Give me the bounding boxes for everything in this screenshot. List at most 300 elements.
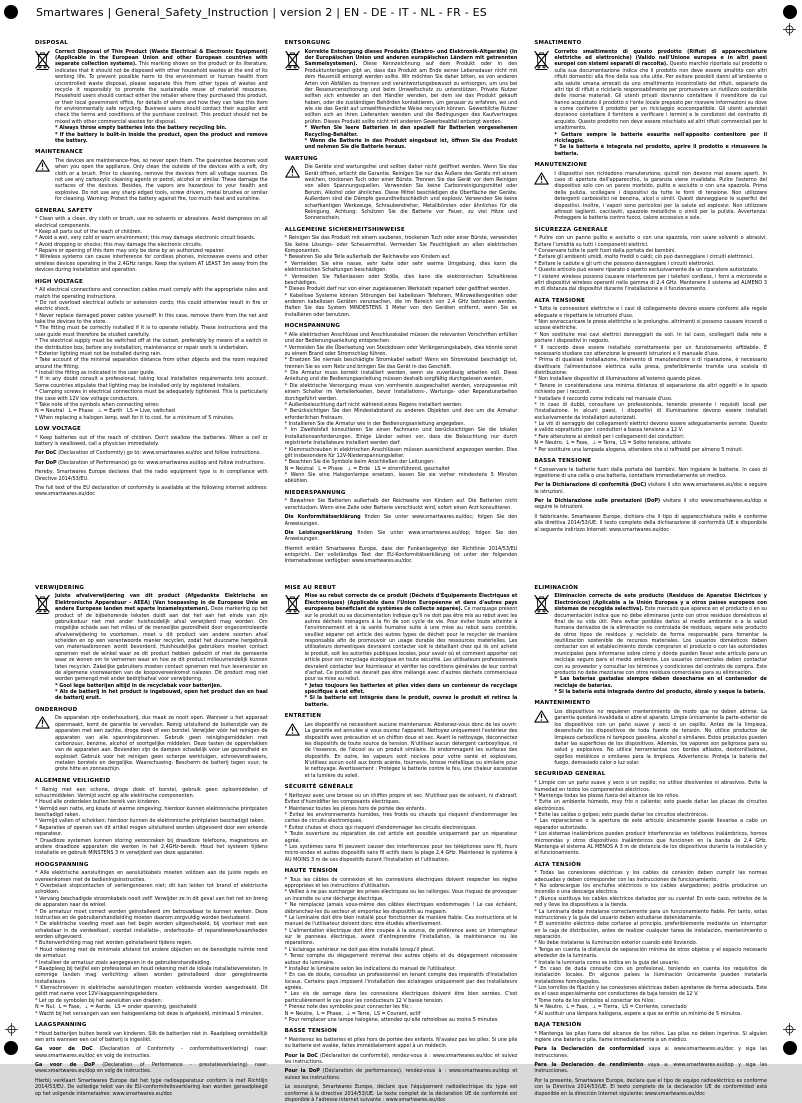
section-heading: ALGEMENE VEILIGHEID — [35, 777, 111, 784]
warning-triangle-icon — [534, 171, 550, 187]
section-row — [285, 498, 518, 511]
conformity-note-text: Hiermit erklärt Smartwares Europe, dass der Funkanlagentyp der Richtlinie 2014/53/EU entspricht. Der vollständige Text der EU-Konformitätserklärung ist unter der folgenden Internetadresse verfügbar: www.smartwares.eu/doc — [284, 545, 518, 565]
lang-block-es — [534, 585, 767, 1097]
bullet-item: N = Neutro, L = Fase, ⊥ = Terra, LS = Sotto tensione, attivato — [534, 440, 691, 447]
section-text — [35, 787, 268, 857]
section-heading: BASSA TENSIONE — [534, 457, 592, 464]
bullet-item: * Keep all parts out of the reach of children. — [35, 228, 143, 235]
section-row — [534, 1031, 767, 1044]
section-row — [534, 467, 767, 480]
section-paragraph: This marking shown on the product or its literature, indicates that it should not be disposed with other household wastes at the end of its working life. To prevent possible harm to the environment or human health from uncontrolled waste disposal, please separate this from other types of wastes and recycle it responsibly to promote the sustainable reuse of material resources. Household users should contact either the retailer where they purchased this product, or their local government office, for details of where and how they can take this item for environmentally safe recycling. Business users should contact their supplier and check the terms and conditions of the purchase contract. This product should not be mixed with other commercial wastes for disposal. — [55, 61, 268, 125]
bullet-item: * El suministro eléctrico debe cortarse al principio, preferiblemente mediante un interruptor en la caja de distribución, antes de realizar cualquier tarea de instalación, mantenimiento o reparación. — [534, 921, 767, 941]
section-heading: MISE AU REBUT — [284, 584, 336, 591]
weee-bin-icon — [285, 49, 301, 72]
section-row — [534, 171, 767, 222]
section-heading: BASSE TENSION — [284, 1028, 338, 1035]
section-row — [285, 793, 518, 863]
section-heading: MAINTENANCE — [35, 149, 83, 156]
section-paragraph: Diese Kennzeichnung auf dem Produkt oder in den Produktunterlagen gibt an, dass das Produkt am Ende seiner Lebensdauer nicht mit dem Hausmüll entsorgt werden sollte. Wir möchten Sie daher bitten, es von anderen Arten von Abfällen zu trennen und verantwortungsbewusst zu entsorgen, um uns bei der Ressourcenschonung und beim Umweltschutz zu unterstützen. Private Nutzer sollten sich entweder an den Händler wenden, bei dem sie das Produkt gekauft haben, oder die zuständigen Behörden kontaktieren, um genauer zu erfahren, wo und wie sie das Gerät auf umweltfreundliche Weise recyceln können. Gewerbliche Nutzer sollten sich an ihren Lieferanten wenden und die Bedingungen des Kaufvertrages prüfen. Dieses Produkt sollte nicht mit anderem Gewerbeabfall entsorgt werden. — [304, 61, 518, 125]
bullet-item: * Tenere in considerazione una minima distanza di separazione da altri oggetti e lo spazio richiesto per i raccordi. — [534, 382, 767, 396]
warning-triangle-icon — [285, 722, 301, 738]
section-heading: ALLGEMEINE SICHERHEITSHINWEISE — [284, 226, 405, 233]
bullet-item: * De armatuur moet correct worden geïnstalleerd om betrouwbaar te kunnen werken. Deze instructies en de gebruikershandleiding moeten daarom zorgvuldig worden bestudeerd. — [35, 908, 268, 921]
section-row — [285, 164, 518, 221]
lang-block-fr — [285, 585, 518, 1103]
conformity-note-lead: For DoP — [35, 459, 57, 466]
section-row — [285, 332, 518, 485]
section-paragraph: Los dispositivos no requieren mantenimiento de modo que no deben abrirse. La garantía quedará invalidada si abre el aparato. Limpie únicamente la parte exterior de los dispositivos con un paño suave y seco o un cepillo. Antes de la limpieza, desenchufe los dispositivos de toda fuente de tensión. No utilice productos de limpieza carboxílicos ni tampoco gasolina, alcohol o similares. Estos productos pueden dañar las superficies de los dispositivos. Además, los vapores son peligrosos para su salud y explosivos. No utilice herramientas con bordes afilados, destornilladores, cepillos metálicos o similares para la limpieza. Advertencia: Proteja la batería del fuego, demasiado calor o luz solar. — [554, 709, 767, 767]
bullet-item: * Raadpleeg bij twijfel een professional en houd rekening met de lokale installatievereisten. In sommige landen mag verlichting alleen worden geïnstalleerd door geregistreerde installateurs. — [35, 965, 268, 985]
lang-block-it — [534, 40, 767, 533]
section-row — [35, 593, 268, 701]
section-text — [534, 467, 767, 480]
lang-block-nl — [35, 585, 268, 1097]
section-text — [534, 780, 767, 857]
bullet-item: * La luminaria debe instalarse correctamente para un funcionamiento fiable. Por tanto, estas instrucciones y la guía del usuario deben estudiarse detenidamente. — [534, 908, 767, 921]
section-heading: HOOGSPANNING — [35, 861, 89, 868]
section-row — [534, 49, 767, 157]
section-heading: BAJA TENSIÓN — [534, 1021, 582, 1028]
conformity-note — [534, 498, 767, 511]
conformity-note — [534, 482, 767, 495]
section-text — [285, 235, 518, 318]
bullet-item: * If in any doubt consult a professional, taking local installation requirements into account. Some countries stipulate that lighting may be installed only by registered installers. — [35, 376, 268, 389]
bullet-item: * The fitting must be correctly installed if it is to operate reliably. These instructions and the user guide must therefore be studied carefully. — [35, 325, 268, 338]
section-text — [534, 306, 767, 453]
section-heading: SICUREZZA GENERALE — [534, 226, 608, 233]
section-heading: LAAGSPANNING — [35, 1021, 87, 1028]
bullet-item: * Nettoyez avec une brosse ou un chiffon propre et sec. N'utilisez pas de solvant, ni d'abrasif. Évitez d'humidifier les composants électriques. — [284, 792, 518, 806]
bullet-item: * Non installare dispositivi di illuminazione all'esterno quando piove. — [534, 376, 702, 383]
conformity-note-lead: Pour la DoP — [284, 1068, 320, 1075]
section-paragraph: Deze markering op het product of de bijbehorende teksten duidt aan dat het aan het einde van zijn gebruiksduur niet met ander huishoudelijk afval verwijderd mag worden. Om mogelijke schade aan het milieu of de menselijke gezondheid door ongecontroleerde afvalverwijdering te voorkomen, moet u dit product van andere soorten afval scheiden en op een verantwoorde manier recyclen, zodat het duurzame hergebruik van materiaalbronnen wordt bevorderd. Huishoudelijke gebruikers moeten contact opnemen met de winkel waar ze dit product hebben gekocht of met de gemeente waar ze wonen om te vernemen waar en hoe ze dit product milieuvriendelijk kunnen laten recyclen. Zakelijke gebruikers moeten contact opnemen met hun leverancier en de algemene voorwaarden van de koopovereenkomst nalezen. Dit product mag niet worden gemengd met ander bedrijfsafval voor verwijdering. — [55, 606, 268, 683]
bullet-item: * Always throw empty batteries into the battery recycling bin. — [55, 125, 227, 132]
bullet-item: * When replacing a halogen lamp, wait for it to cool, for a minimum of 5 minutes. — [35, 414, 235, 421]
bullet-item: * Bewahren Sie alle Teile außerhalb der Reichweite von Kindern auf. — [284, 254, 451, 261]
conformity-note — [285, 514, 518, 527]
conformity-note — [35, 485, 268, 498]
bullet-item: * Alle elektrischen Anschlüsse und Anschlusskabel müssen die relevanten Vorschriften erfüllen und der Bedienungsanleitung entsprechen. — [284, 331, 518, 345]
bullet-item: * Maintenez toutes les pièces hors de portée des enfants. — [284, 805, 426, 812]
warning-triangle-icon — [35, 158, 51, 174]
conformity-note-text: visitare il sito www.smartwares.eu/dop e seguire le istruzioni. — [534, 498, 767, 511]
crosshair-registration-mark-top-right — [783, 23, 796, 36]
sheet-title: Smartwares | General_Safety_Instruction | version 2 | EN - DE - IT - NL - FR - ES — [36, 6, 487, 19]
bullet-item: * Evite un ambiente húmedo, muy frío o caliente; esto puede dañar las placas de circuitos electrónicos. — [534, 799, 767, 812]
bullet-item: * In caso di dubbi, consultare un professionista, tenendo presente i requisiti locali per l'installazione. In alcuni paesi, i dispositivi di illuminazione devono essere installati esclusivamente da installatori autorizzati. — [534, 401, 767, 421]
conformity-note-text: finden Sie unter www.smartwares.eu/dop; folgen Sie den Anweisungen. — [284, 529, 518, 543]
bullet-item: * Tous les câbles de connexion et les connexions électriques doivent respecter les règles appropriées et les instructions d'utilisation. — [284, 876, 518, 890]
bullet-item: * Limpie con un paño suave y seco o un cepillo; no utilice disolventes ni abrasivos. Evite la humedad en todos los componentes eléctricos. — [534, 780, 767, 793]
bullet-item: * Die elektrische Versorgung muss von vornherein ausgeschaltet werden, vorzugsweise mit einem Schalter im Verteilerkasten, bevor Installations-, Wartungs- oder Reparaturarbeiten durchgeführt werden. — [284, 382, 518, 402]
section-text — [55, 715, 268, 772]
crosshair-registration-mark-bottom-left — [5, 1023, 18, 1036]
bullet-item: * Klemmschrauben in elektrischen Anschlüssen müssen ausreichend angezogen werden. Dies gilt insbesondere für 12V-Niederspannungsleiter. — [284, 446, 518, 459]
section-text — [554, 171, 767, 222]
section-paragraph: Este marcado que aparece en el producto o en su documentación indica que no debe eliminarse junto con otros residuos domésticos al final de su vida útil. Para evitar posibles daños al medio ambiente o a la salud humana derivados de la eliminación no controlada de residuos, separe este producto de otros tipos de residuos y recíclelo de forma responsable para fomentar la reutilización sostenible de recursos materiales. Los usuarios domésticos deben contactar con el establecimiento donde compraron el producto o con las autoridades municipales para informarse sobre cómo y dónde pueden llevar este artículo para un reciclaje seguro para el medio ambiente. Los usuarios comerciales deben contactar con su proveedor y consultar los términos y condiciones del contrato de compra. Este producto no debe mezclarse con otros residuos comerciales para su eliminación. — [554, 606, 767, 676]
bullet-item: * Avoid dropping or shocks; this may damage the electronic circuits. — [35, 241, 203, 248]
bullet-item: * If the battery is built-in inside the product, open the product and remove the battery. — [55, 131, 268, 144]
conformity-note-text: Hierbij verklaart Smartwares Europe dat het type radioapparatuur conform is met Richtlijn 2014/53/EU. De volledige tekst van de EU-conformiteitsverklaring kan worden geraadpleegd op het volgende internetadres: www.smartwares.eu/doc — [35, 1077, 268, 1097]
bullet-item: N = Neutral L = Phase ⊥ = Erde LS = stromführend, geschaltet — [284, 465, 450, 472]
section-lead: Correct Disposal of This Product (Waste Electrical & Electronic Equipment) (Applicable in the European Union and other European countries with separate collection systems). — [55, 48, 268, 68]
bullet-item: * Let op de symbolen bij het aansluiten van draden: — [35, 997, 163, 1004]
section-heading: NIEDERSPANNUNG — [284, 489, 346, 496]
conformity-note — [35, 469, 268, 482]
bullet-item: * Al sustituir una lámpara halógena, espere a que se enfríe un mínimo de 5 minutos. — [534, 1010, 742, 1017]
bullet-item: * I sistemi wireless possono causare interferenze per i telefoni cordless, i forni a microonde e altri dispositivi wireless operanti nella gamma di 2,4 GHz. Mantenere il sistema ad ALMENO 3 m di distanza dai dispositivi durante l'installazione e il funzionamento. — [534, 273, 767, 293]
warning-triangle-icon — [534, 709, 550, 725]
bullet-item: * Si la batería está integrada dentro del producto, ábralo y saque la batería. — [554, 689, 766, 696]
conformity-note-text: Por la presente, Smartwares Europe, declara que el tipo de equipo radioeléctrico es conforme con la Directiva 2014/53/UE. El texto completo de la declaración UE de conformidad está disponible en la dirección Internet siguiente: www.smartwares.eu/doc — [534, 1077, 767, 1097]
bullet-item: * Mantenga todas las piezas fuera del alcance de los niños. — [534, 792, 680, 799]
section-row — [35, 870, 268, 1017]
bullet-item: * Vermeiden Sie Fallenlassen oder Stöße, dies kann die elektronischen Schaltkreise beschädigen. — [284, 273, 518, 286]
bullet-item: * Il raccordo deve essere installato correttamente per un funzionamento affidabile. È necessario studiare con attenzione le presenti istruzioni e il manuale d'uso. — [534, 344, 767, 357]
section-text — [55, 49, 268, 145]
section-text — [554, 49, 767, 157]
bullet-item: * Mantenga las pilas fuera del alcance de los niños. Las pilas no deben ingerirse. Si alguien ingiere una batería o pila, llame inmediatamente a un médico. — [534, 1030, 767, 1043]
section-text — [554, 593, 767, 695]
bullet-item: * Werfen Sie leere Batterien in den speziell für Batterien vorgesehenen Recycling-Behälter. — [304, 125, 518, 138]
bullet-item: * Questo articolo può essere riparato o aperto esclusivamente da un riparatore autorizzato. — [534, 267, 759, 274]
bullet-item: * Prima di qualsiasi installazione, intervento di manutenzione o di riparazione, è necessario disattivare l'alimentazione elettrica sulla presa, preferibilmente tramite una scatola di distribuzione. — [534, 357, 767, 377]
conformity-note — [35, 1046, 268, 1059]
section-text — [285, 877, 518, 1024]
bullet-item: * Vermeiden Sie eine nasse, sehr kalte oder sehr warme Umgebung, dies kann die elektronischen Schaltungen beschädigen. — [284, 260, 518, 274]
section-row — [534, 780, 767, 857]
conformity-note — [285, 546, 518, 565]
conformity-note-text: visitare il sito www.smartwares.eu/doc e seguire le istruzioni. — [534, 482, 767, 495]
bullet-item: * Les vis de serrage dans les connexions électriques doivent être bien serrées. C'est particulièrement le cas pour les conducteurs 12 V basse tension. — [284, 991, 518, 1004]
conformity-note-lead: Per la Dichiarazione sulle prestazioni (DoP) — [534, 498, 661, 505]
bullet-item: * Se la batteria è integrata nel prodotto, aprire il prodotto e rimuovere la batteria. — [554, 144, 767, 157]
bullet-item: N = Nul, L = Fase, ⊥ = Aarde, LS = onder spanning, geschakeld — [35, 1004, 197, 1011]
section-text — [285, 332, 518, 485]
section-text — [35, 287, 268, 421]
section-text — [305, 49, 518, 151]
section-text — [305, 164, 518, 221]
section-heading: ALTA TENSIÓN — [534, 861, 582, 868]
bullet-item: * Installeer de armatuur zoals aangegeven in de gebruikershandleiding. — [35, 959, 212, 966]
section-heading: SMALTIMENTO — [534, 40, 582, 46]
bullet-item: * Fare attenzione ai simboli per i collegamenti dei conduttori: — [534, 433, 685, 440]
conformity-note-text: (Declaration of Conformity) go to: www.smartwares.eu/doc and follow instructions. — [56, 450, 261, 457]
section-heading: DISPOSAL — [35, 40, 69, 46]
conformity-note-text: (Declaration of Conformity - conformiteitsverklaring) naar: www.smartwares.eu/doc en volg de instructies. — [35, 1046, 268, 1059]
section-lead: Juiste afvalverwijdering van dit product (Afgedankte Elektrische en Elektronische Apparatuur - AEEA) (Van toepassing in de Europese Unie en andere Europese landen met aparte inzamelsystemen). — [55, 593, 268, 613]
conformity-note — [534, 1046, 767, 1059]
bullet-item: * Gooi lege batterijen altijd in de recyclebak voor batterijen. — [55, 682, 222, 689]
bullet-item: * Los tornillos de fijación y las conexiones eléctricas deben apretarse de forma adecuada. Este es el caso especialmente con conductores de baja tensión de 12 V. — [534, 985, 767, 998]
warning-triangle-icon — [285, 164, 301, 180]
section-lead: Eliminación correcta de este producto (Residuos de Aparatos Eléctricos y Electrónicos) (Aplicable a la Unión Europea y a otros países europeos con sistemas de recogida selectiva). — [554, 593, 767, 613]
section-heading: HIGH VOLTAGE — [35, 278, 83, 285]
weee-bin-icon — [534, 593, 550, 616]
section-row — [285, 722, 518, 779]
section-heading: HAUTE TENSION — [284, 868, 338, 874]
bullet-item: * ¡Nunca sustituya los cables eléctricos dañados por su cuenta! En este caso, retírelos de la red y lleve los dispositivos a la tienda. — [534, 895, 767, 909]
bullet-item: * Wenn die Batterie in das Produkt eingebaut ist, öffnen Sie das Produkt und nehmen Sie die Batterie heraus. — [304, 137, 518, 151]
section-text — [35, 870, 268, 1017]
conformity-note-lead: Die Konformitätserklärung — [284, 514, 361, 521]
section-row — [35, 435, 268, 448]
bullet-item: N = Neutro, L = Fase, ⊥ = Tierra, LS = Corriente, conectado — [534, 1004, 687, 1011]
bullet-item: * Reinigen Sie das Produkt mit einem sauberen, trockenen Tuch oder einer Bürste, verwenden Sie keine Lösungs- oder Scheuermittel. Vermeiden Sie Feuchtigkeit an allen elektrischen Komponenten. — [284, 235, 518, 255]
bullet-item: * Las reparaciones o la apertura de este artículo únicamente puede llevarlas a cabo un reparador autorizado. — [534, 818, 767, 831]
conformity-note-text: vaya a: www.smartwares.eu/dop y siga las instrucciones. — [534, 1062, 767, 1075]
section-heading: ALTA TENSIONE — [534, 297, 586, 304]
section-text — [55, 158, 268, 203]
registration-dot-top-right — [783, 5, 797, 19]
section-paragraph: Les dispositifs ne nécessitent aucune maintenance. Abstenez-vous donc de les ouvrir. La garantie est annulée si vous ouvrez l'appareil. Nettoyez uniquement l'extérieur des dispositifs avec précaution et un chiffon doux et sec. Avant le nettoyage, déconnectez les dispositifs de toute source de tension. N'utilisez aucun détergent carboxylique, ni de l'essence, de l'alcool ou un produit similaire. Ils endommagent les surfaces des dispositifs. En outre, les vapeurs sont nocives pour votre santé et explosives. N'utilisez aucun outil aux bords acérés, tournevis, brosse métallique ou similaire pour le nettoyage. Avertissement : Protégez la batterie contre le feu, une chaleur excessive et la lumière du soleil. — [304, 721, 518, 779]
conformity-note-text: (Déclaration de conformité), rendez-vous à : www.smartwares.eu/doc et suivez les instructions. — [284, 1052, 518, 1066]
lang-block-de — [285, 40, 518, 565]
bullet-item: * Vermijd vallen of schokken; hierdoor kunnen de elektronische printplaten beschadigd raken. — [35, 818, 265, 825]
crosshair-registration-mark-bottom-right — [783, 1023, 796, 1036]
bullet-item: * Als de batterij in het product is ingebouwd, open het product dan en haal de batterij eruit. — [55, 689, 268, 702]
section-heading: ENTSORGUNG — [284, 40, 331, 46]
bullet-item: * Clean with a clean, dry cloth or brush, use no solvents or abrasives. Avoid dampness on all electrical components. — [35, 216, 268, 229]
section-text — [534, 235, 767, 292]
section-row — [35, 715, 268, 772]
bullet-item: * The electrical supply must be switched off at the outset, preferably by means of a switch in the distribution box, before any installation, maintenance or repair work is undertaken. — [35, 338, 268, 351]
section-heading: ENTRETIEN — [284, 713, 322, 720]
conformity-note — [534, 1078, 767, 1097]
section-row — [35, 287, 268, 421]
section-text — [35, 435, 268, 448]
section-row — [534, 709, 767, 766]
bullet-item: * Alle elektrische aansluitingen en aansluitkabels moeten voldoen aan de juiste regels en overeenkomen met de bedieningsinstructies. — [35, 870, 268, 883]
bullet-item: * Installez le luminaire selon les indications du manuel de l'utilisateur. — [284, 965, 456, 972]
conformity-note-text: finden Sie unter www.smartwares.eu/doc; folgen Sie den Anweisungen. — [284, 514, 518, 527]
bullet-item: * Clamping screws in electrical connections must be adequately tightened. This is particularly the case with 12V low voltage conductors. — [35, 389, 268, 402]
section-text — [305, 593, 518, 708]
weee-bin-icon — [35, 49, 51, 72]
section-row — [285, 1037, 518, 1050]
bullet-item: * Évitez les environnements humides, très froids ou chauds qui risquent d'endommager les cartes de circuits électroniques. — [284, 812, 518, 825]
section-row — [534, 870, 767, 1017]
bullet-item: * Pulire con un panno pulito e asciutto o con una spazzola, non usare solventi o abrasivi. Evitare l'umidità su tutti i componenti elettrici. — [534, 235, 767, 248]
conformity-note-text: Le soussigné, Smartwares Europe, déclare que l'équipement radioélectrique du type est conforme à la directive 2014/53/UE. Le texte complet de la déclaration UE de conformité est disponible à l'adresse internet suivante : www.smartwares.eu/doc — [284, 1084, 518, 1103]
bullet-item: * Berücksichtigen Sie den Mindestabstand zu anderen Objekten und den um die Armatur erforderlichen Freiraum. — [284, 408, 518, 421]
section-paragraph: I dispositivi non richiedono manutenzione, quindi non devono mai essere aperti. In caso di apertura dell'apparecchio, la garanzia viene invalidata. Pulire l'esterno del dispositivo solo con un panno morbido, pulito e asciutto o con una spazzola. Prima della pulizia, scollegare i dispositivi da tutte le fonti di tensione. Non utilizzare detergenti carbossilici né benzina, alcol o simili. Questi danneggiano le superfici dei dispositivi. Inoltre, i vapori sono pericolosi per la salute ed esplosivi. Non utilizzare attrezzi taglienti, cacciaviti, spazzole metalliche o simili per la pulizia. Avvertenza: Proteggere la batteria contro fuoco, calore eccessivo e sole. — [554, 170, 767, 222]
bullet-item: * Wireless systems can cause interference for cordless phones, microwave ovens and other wireless devices operating in the 2.4GHz range. Keep the system AT LEAST 3m away from the devices during installation and operation. — [35, 254, 268, 274]
section-text — [55, 593, 268, 701]
bullet-item: * Installieren Sie die Armatur wie in der Bedienungsanleitung angegeben. — [284, 421, 466, 428]
bullet-item: * Ne remplacez jamais vous-même des câbles électriques endommagés ! Le cas échéant, débranchez-les du secteur et emportez les dispositifs au magasin. — [284, 902, 518, 915]
section-paragraph: Questo marchio riportato sul prodotto o sulla sua documentazione indica che il prodotto non deve essere smaltito con altri rifiuti domestici alla fine della sua vita utile. Per evitare possibili danni all'ambiente o alla salute umana arrecati da uno smaltimento incontrollato dei rifiuti, separarlo da altri tipi di rifiuti e riciclarlo responsabilmente per promuovere un riutilizzo sostenibile delle risorse materiali. Gli utenti privati dovranno contattare il rivenditore da cui hanno acquistato il prodotto o l'ente locale preposto per ricevere informazioni su dove e come conferire il prodotto per un riciclaggio ecocompatibile. Gli utenti aziendali dovranno contattare il fornitore e verificare i termini e le condizioni del contratto di acquisto. Questo prodotto non deve essere mischiato ad altri rifiuti commerciali per lo smaltimento. — [554, 61, 767, 132]
section-row — [285, 877, 518, 1024]
section-heading: SÉCURITÉ GÉNÉRALE — [284, 784, 354, 791]
bullet-item: * Installare il raccordo come indicato nel manuale d'uso. — [534, 395, 673, 402]
bullet-item: * Die Armatur muss korrekt installiert werden, wenn sie zuverlässig arbeiten soll. Diese Anleitung und die Bedienungsanleitung müssen deshalb sorgfältig durchgelesen werden. — [284, 370, 518, 383]
bullet-item: * Buitenverlichting mag niet worden geïnstalleerd tijdens regen. — [35, 940, 193, 947]
bullet-item: * Draadloze systemen kunnen storing veroorzaken bij draadloze telefoons, magnetrons en andere draadloze apparaten die werken in het 2,4GHz-bereik. Houd het systeem tijdens installatie en gebruik MINSTENS 3 m verwijderd van deze apparaten. — [35, 837, 268, 857]
section-text — [554, 709, 767, 766]
bullet-item: * Maintenez les batteries et piles hors de portée des enfants. N'avalez pas les piles. Si une pile ou batterie est avalée, faites immédiatement appel à un médecin. — [284, 1036, 518, 1050]
bullet-item: * Jetez toujours les batteries et piles vides dans un conteneur de recyclage spécifique à cet effet. — [304, 682, 518, 696]
bullet-item: * En cas de doute, consultez un professionnel en tenant compte des impératifs d'installation locaux. Certains pays imposent l'installation des éclairages uniquement par des installateurs agréés. — [284, 972, 518, 992]
bullet-item: * Beachten Sie die Symbole beim Anschließen der Leitungen: — [284, 459, 435, 466]
conformity-note-text: Hereby, Smartwares Europe declares that the radio equipment type is in compliance with Directive 2014/53/EU. — [35, 469, 268, 482]
bullet-item: * Reinig met een schone, droge doek of borstel, gebruik geen oplosmiddelen of schuurmiddelen. Vermijd vocht op alle elektrische componenten. — [35, 786, 268, 799]
bullet-item: * L'éclairage extérieur ne doit pas être installé lorsqu'il pleut. — [284, 946, 435, 953]
section-heading: ONDERHOUD — [35, 706, 78, 713]
bullet-item: * Le luminaire doit être bien installé pour fonctionner de manière fiable. Ces instructions et le manuel de l'utilisateur doivent donc être étudiés attentivement. — [284, 914, 518, 928]
section-row — [534, 235, 767, 292]
bullet-item: N = Neutral L = Phase ⊥ = Earth LS = Live, switched — [35, 408, 175, 415]
conformity-note-text: Il fabbricante, Smartwares Europe, dichiara che il tipo di apparecchiatura radio è conforme alla direttiva 2014/53/UE. Il testo completo della dichiarazione di conformità UE è disponibile al seguente indirizzo Internet: www.smartwares.eu/doc — [534, 513, 767, 533]
section-lead: Mise au rebut correcte de ce produit (Déchets d'Équipements Électriques et Électroniques) (Applicable dans l'Union Européenne et dans d'autres pays européens bénéficiant de systèmes de collecte séparée). — [304, 593, 518, 613]
weee-bin-icon — [35, 593, 51, 616]
bullet-item: * Conservare tutte le parti fuori dalla portata dei bambini. — [534, 248, 677, 255]
content-grid — [35, 40, 767, 1103]
section-text — [534, 870, 767, 1017]
section-heading: ELIMINACIÓN — [534, 584, 579, 591]
bullet-item: * Houd batterijen buiten bereik van kinderen. Slik de batterijen niet in. Raadpleeg onmiddellijk een arts wanneer een cel of batterij is ingeslikt. — [35, 1030, 268, 1043]
bullet-item: * Evitare gli ambienti umidi, molto freddi o caldi; ciò può danneggiare i circuiti elettronici. — [534, 254, 754, 261]
bullet-item: * Los sistemas inalámbricos pueden producir interferencias en teléfonos inalámbricos, hornos microondas y otros dispositivos inalámbricos que funcionen en la banda de 2,4 GHz. Mantenga el sistema AL MENOS A 3 m de distancia de los dispositivos durante la instalación y el funcionamiento. — [534, 831, 767, 857]
conformity-note-lead: Ga voor de DoC — [35, 1046, 93, 1053]
section-heading: SEGURIDAD GENERAL — [534, 771, 606, 778]
bullet-item: * Per sostituire una lampada alogena, attendere che si raffreddi per almeno 5 minuti. — [534, 446, 744, 453]
bullet-item: * No debe instalarse la iluminación exterior cuando esté lloviendo. — [534, 940, 698, 947]
conformity-note-lead: Die Leistungserklärung — [284, 529, 353, 536]
warning-triangle-icon — [35, 715, 51, 731]
bullet-item: * Klemschroeven in elektrische aansluitingen moeten voldoende worden aangedraaid. Dit geldt met name voor 12V-laagspanningsgeleiders. — [35, 985, 268, 998]
bullet-item: * Le viti di serraggio dei collegamenti elettrici devono essere adeguatamente serrate. Questo è valido soprattutto per i conduttori a bassa tensione a 12 V. — [534, 421, 767, 434]
conformity-note — [285, 1084, 518, 1103]
conformity-note — [35, 460, 268, 466]
bullet-item: * En caso de duda consulte con un profesional, teniendo en cuenta los requisitos de instalación locales. En algunos países la iluminación únicamente pueden instalarla instaladores homologados. — [534, 965, 767, 985]
section-text — [534, 1031, 767, 1044]
section-row — [534, 306, 767, 453]
bullet-item: * Houd alle onderdelen buiten bereik van kinderen. — [35, 799, 161, 806]
bullet-item: * Houd rekening met de minimale afstand tot andere objecten en de benodigde ruimte rond de armatuur. — [35, 946, 268, 960]
section-row — [35, 49, 268, 145]
bullet-item: * Exterior lighting must not be installed during rain. — [35, 350, 162, 357]
weee-bin-icon — [534, 49, 550, 72]
bullet-item: * Conservare le batterie fuori dalla portata dei bambini. Non ingoiare le batterie. In caso di ingestione di una cella o una batteria, contattare immediatamente un medico. — [534, 466, 767, 479]
section-heading: MANUTENZIONE — [534, 162, 588, 169]
conformity-note-text: The full text of the EU declaration of conformity is available at the following internet address: www.smartwares.eu/doc — [35, 484, 268, 498]
bullet-item: * Repairs or opening of this item may only be done by an authorized repairer. — [35, 248, 225, 255]
conformity-note-lead: Para la Declaración de rendimiento — [534, 1062, 644, 1069]
bullet-item: * Les systèmes sans fil peuvent causer des interférences pour les téléphones sans fil, fours micro-ondes et autres dispositifs sans fil actifs dans la plage 2,4 GHz. Maintenez le système à AU MOINS 3 m de ces dispositifs durant l'installation et l'utilisation. — [284, 843, 518, 863]
conformity-note — [35, 1078, 268, 1097]
section-heading: VERWIJDERING — [35, 584, 85, 591]
conformity-note-text: (Declaration of Performance) go to: www.smartwares.eu/dop and follow instructions. — [56, 459, 266, 466]
section-row — [35, 1031, 268, 1044]
bullet-item: * Wacht bij het vervangen van een halogeenlamp tot deze is afgekoeld, minimaal 5 minuten. — [35, 1010, 264, 1017]
bullet-item: * Non sostituire mai cavi elettrici danneggiati da soli. In tal caso, scollegarli dalla rete e portare i dispositivi in negozio. — [534, 331, 767, 345]
bullet-item: * Las baterías gastadas siempre deben desecharse en el contenedor de reciclaje de baterías. — [554, 676, 767, 689]
section-text — [285, 498, 518, 511]
bullet-item: * Overbelast stopcontacten of verlengsnoeren niet; dit kan leiden tot brand of elektrische schokken. — [35, 883, 268, 896]
conformity-note — [35, 1062, 268, 1075]
bullet-item: * Never replace damaged power cables yourself! In this case, remove them from the net and take the devices to the store. — [35, 312, 268, 326]
conformity-note-text: (Declaration of Performance - prestatieverklaring) naar: www.smartwares.eu/dop en volg de instructies. — [35, 1062, 268, 1075]
bullet-item: * Wenn Sie eine Halogenlampe ersetzen, lassen Sie sie vorher mindestens 5 Minuten abkühlen. — [284, 472, 518, 485]
section-paragraph: Ce marquage présent sur le produit ou sa documentation indique qu'il ne doit pas être mis au rebut avec les autres déchets ménagers à la fin de son cycle de vie. Pour éviter toute atteinte à l'environnement et à la santé humaine suite à une mise au rebut sans contrôle, veuillez séparer cet article des autres types de déchet pour le recycler de manière responsable afin de promouvoir un usage durable des ressources matérielles. Les utilisateurs domestiques devraient contacter soit le détaillant chez qui ils ont acheté le produit, soit les autorités publiques locales, pour savoir où et comment apporter cet article pour son recyclage écologique en toute sécurité. Les utilisateurs professionnels devraient contacter leur fournisseur et vérifier les conditions générales de leur contrat d'achat. Ce produit ne devrait pas être mélangé avec d'autres déchets commerciaux pour sa mise au rebut. — [304, 606, 518, 683]
bullet-item: * Bewahren Sie Batterien außerhalb der Reichweite von Kindern auf. Die Batterien nicht verschlucken. Wenn eine Zelle oder Batterie verschluckt wird, sofort einen Arzt konsultieren. — [284, 498, 518, 511]
section-heading: LOW VOLTAGE — [35, 426, 81, 433]
section-text — [35, 216, 268, 273]
section-row — [35, 216, 268, 273]
bullet-item: * Tutte le connessioni elettriche e i cavi di collegamento devono essere conformi alle regole adeguate e rispettare le istruzioni d'uso. — [534, 306, 767, 319]
section-paragraph: Die Geräte sind wartungsfrei und sollten daher nicht geöffnet werden. Wenn Sie das Gerät öffnen, erlischt die Garantie. Reinigen Sie nur das Äußere des Geräts mit einem weichen, trockenen Tuch oder einer Bürste. Trennen Sie das Gerät vor dem Reinigen von allen Spannungsquellen. Verwenden Sie keine Carbonreinigungsmittel oder Benzin, Alkohol oder ähnliches. Diese Mittel beschädigen die Oberfläche der Geräte. Außerdem sind die Dämpfe gesundheitsschädlich und explosiv. Verwenden Sie keine scharfkantigen Werkzeuge, Schraubendreher, Metallbürsten oder ähnliches für die Reinigung. Achtung: Schützen Sie die Batterie vor Feuer, zu viel Hitze und Sonnenschein. — [304, 164, 518, 222]
bullet-item: * Im Zweifelsfall konsultieren Sie einen Fachmann und berücksichtigen Sie die lokalen Installationsanforderungen. Einige Länder sehen vor, dass die Beleuchtung nur durch registrierte Installateure installiert werden darf. — [284, 427, 518, 447]
section-text — [305, 722, 518, 779]
conformity-note-lead: For DoC — [35, 450, 57, 457]
bullet-item: * Vermijd een natte, erg koude of warme omgeving; hierdoor kunnen elektronische printplaten beschadigd raken. — [35, 805, 268, 818]
bullet-item: * Ersetzen Sie niemals beschädigte Stromkabel selbst! Wenn ein Stromkabel beschädigt ist, trennen Sie es vom Netz und bringen Sie das Gerät in das Geschäft. — [284, 357, 518, 370]
bullet-item: * Vervang beschadigde stroomkabels nooit zelf! Verwijder ze in dit geval van het net en breng de apparaten naar de winkel. — [35, 895, 268, 909]
section-heading: GENERAL SAFETY — [35, 207, 93, 214]
conformity-note-lead: Per la Dichiarazione di conformità (DoC) — [534, 482, 647, 489]
conformity-note — [285, 1053, 518, 1066]
section-row — [534, 593, 767, 695]
bullet-item: * Evitare le cadute e gli urti che possono danneggiare i circuiti elettronici. — [534, 260, 715, 267]
conformity-note-text: (Déclaration de performances), rendez-vous à : www.smartwares.eu/dop et suivez les instructions. — [284, 1068, 518, 1081]
conformity-note — [35, 450, 268, 456]
bullet-item: * Vermeiden Sie die Überlastung von Steckdosen oder Verlängerungskabeln, dies könnte sonst zu einem Brand oder Stromschlag führen. — [284, 344, 518, 357]
section-paragraph: De apparaten zijn onderhoudsvrij, dus maak ze nooit open. Wanneer u het apparaat openmaakt, komt de garantie te vervallen. Reinig uitsluitend de buitenzijde van de apparaten met een zachte, droge doek of een borstel. Verwijder vóór het reinigen de apparaten van alle spanningsbronnen. Gebruik geen reinigingsmiddelen met carbonzuur, benzine, alcohol of soortgelijke middelen. Deze tasten de oppervlakken van de apparaten aan. Bovendien zijn de dampen schadelijk voor uw gezondheid en explosief. Gebruik voor het reinigen geen scherpe werktuigen, schroevendraaiers, metalen borstels en dergelijke. Waarschuwing: Bescherm de batterij tegen vuur, te grote hitte en zonneschijn. — [55, 715, 268, 773]
section-text — [35, 1031, 268, 1044]
conformity-note — [534, 1062, 767, 1075]
bullet-item: * De elektrische voeding moet aan het begin worden uitgeschakeld, bij voorkeur met een schakelaar in de verdeelkast, voordat installatie-, onderhouds- of reparatiewerkzaamheden worden uitgevoerd. — [35, 921, 268, 941]
section-heading: MANTENIMIENTO — [534, 700, 591, 707]
bullet-item: * Toute ouverture ou réparation de cet article est possible uniquement par un réparateur agréé. — [284, 831, 518, 844]
conformity-note-text: vaya a: www.smartwares.eu/doc y siga las instrucciones. — [534, 1046, 767, 1059]
bullet-item: * Tenez compte du dégagement minimal des autres objets et du dégagement nécessaire autour du luminaire. — [284, 953, 518, 966]
bullet-item: * Instale la luminaria como se indica en la guía del usuario. — [534, 959, 680, 966]
bullet-item: * Keep batteries out of the reach of children. Don't swallow the batteries. When a cell or battery is swallowed, call a physician immediately. — [35, 434, 268, 448]
section-text — [285, 1037, 518, 1050]
section-lead: Korrekte Entsorgung dieses Produkts (Elektro- und Elektronik-Altgeräte) (In der Europäischen Union und anderen europäischen Ländern mit getrennten Sammelsystemen). — [304, 48, 518, 68]
registration-dot-bottom-left — [4, 1041, 18, 1055]
conformity-note — [534, 514, 767, 533]
section-row — [285, 235, 518, 318]
registration-dot-bottom-right — [783, 1041, 797, 1055]
weee-bin-icon — [285, 593, 301, 616]
bullet-item: * L'alimentation électrique doit être coupée à la source, de préférence avec un interrupteur sur le panneau électrique, avant d'entreprendre l'installation, la maintenance ou les réparations. — [284, 927, 518, 947]
bullet-item: * Si la batterie est intégrée dans le produit, ouvrez le produit et retirez la batterie. — [304, 695, 518, 708]
conformity-note — [285, 530, 518, 543]
section-heading: HOCHSPANNUNG — [284, 323, 341, 330]
bullet-item: * Install the fitting as indicated in the user guide. — [35, 370, 156, 377]
bullet-item: * Außenbeleuchtung darf nicht während eines Regens installiert werden. — [284, 401, 463, 408]
bullet-item: * Pour remplacer une lampe halogène, attendez qu'elle refroidisse au moins 5 minutes. — [284, 1016, 499, 1023]
bullet-item: * Evite las caídas o golpes; esto puede dañar los circuitos electrónicos. — [534, 812, 709, 818]
lang-block-en — [35, 40, 268, 498]
bullet-item: * Reparaties of openen van dit artikel mogen uitsluitend worden uitgevoerd door een erkende reparateur. — [35, 824, 268, 838]
section-row — [35, 158, 268, 203]
bullet-item: * Todas las conexiones eléctricas y los cables de conexión deben cumplir las normas adecuadas y deben corresponder con las instrucciones de funcionamiento. — [534, 870, 767, 883]
section-lead: Corretto smaltimento di questo prodotto (Rifiuti di apparecchiature elettriche ed elettroniche) (Valido nell'Unione europea e in altri paesi europei con sistemi separati di raccolta). — [554, 48, 767, 68]
section-paragraph: The devices are maintenance-free, so never open them. The guarantee becomes void when you open the appliance. Only clean the outside of the devices with a soft, dry cloth or a brush. Prior to cleaning, remove the devices from all voltage sources. Do not use any carboxylic cleaning agents or petrol, alcohol or similar. These damage the surfaces of the devices. Besides, the vapors are hazardous to your health and explosive. Do not use any sharp edged tools, screw drivers, metal brushes or similar for cleaning. Warning: Protect the battery against fire, too much heat and sunshine. — [55, 157, 268, 203]
bullet-item: * Non sovraccaricare le prese elettriche o le prolunghe, altrimenti si possono causare incendi o scosse elettriche. — [534, 319, 768, 332]
bullet-item: * Dieses Produkt darf nur von einer zugelassenen Werkstatt repariert oder geöffnet werden. — [284, 286, 511, 293]
section-row — [35, 787, 268, 857]
section-heading: WARTUNG — [284, 155, 318, 162]
bullet-item: * Avoid a wet, very cold or warm environment; this may damage electronic circuit boards. — [35, 235, 256, 242]
bullet-item: * Prenez note des symboles pour connecter les fils : — [284, 1004, 412, 1011]
conformity-note-lead: Pour la DoC — [284, 1052, 318, 1059]
conformity-note-lead: Ga voor de DoP — [35, 1062, 95, 1069]
bullet-item: N = Neutre, L = Phase, ⊥ = Terre, LS = Courant, actif — [284, 1010, 421, 1017]
